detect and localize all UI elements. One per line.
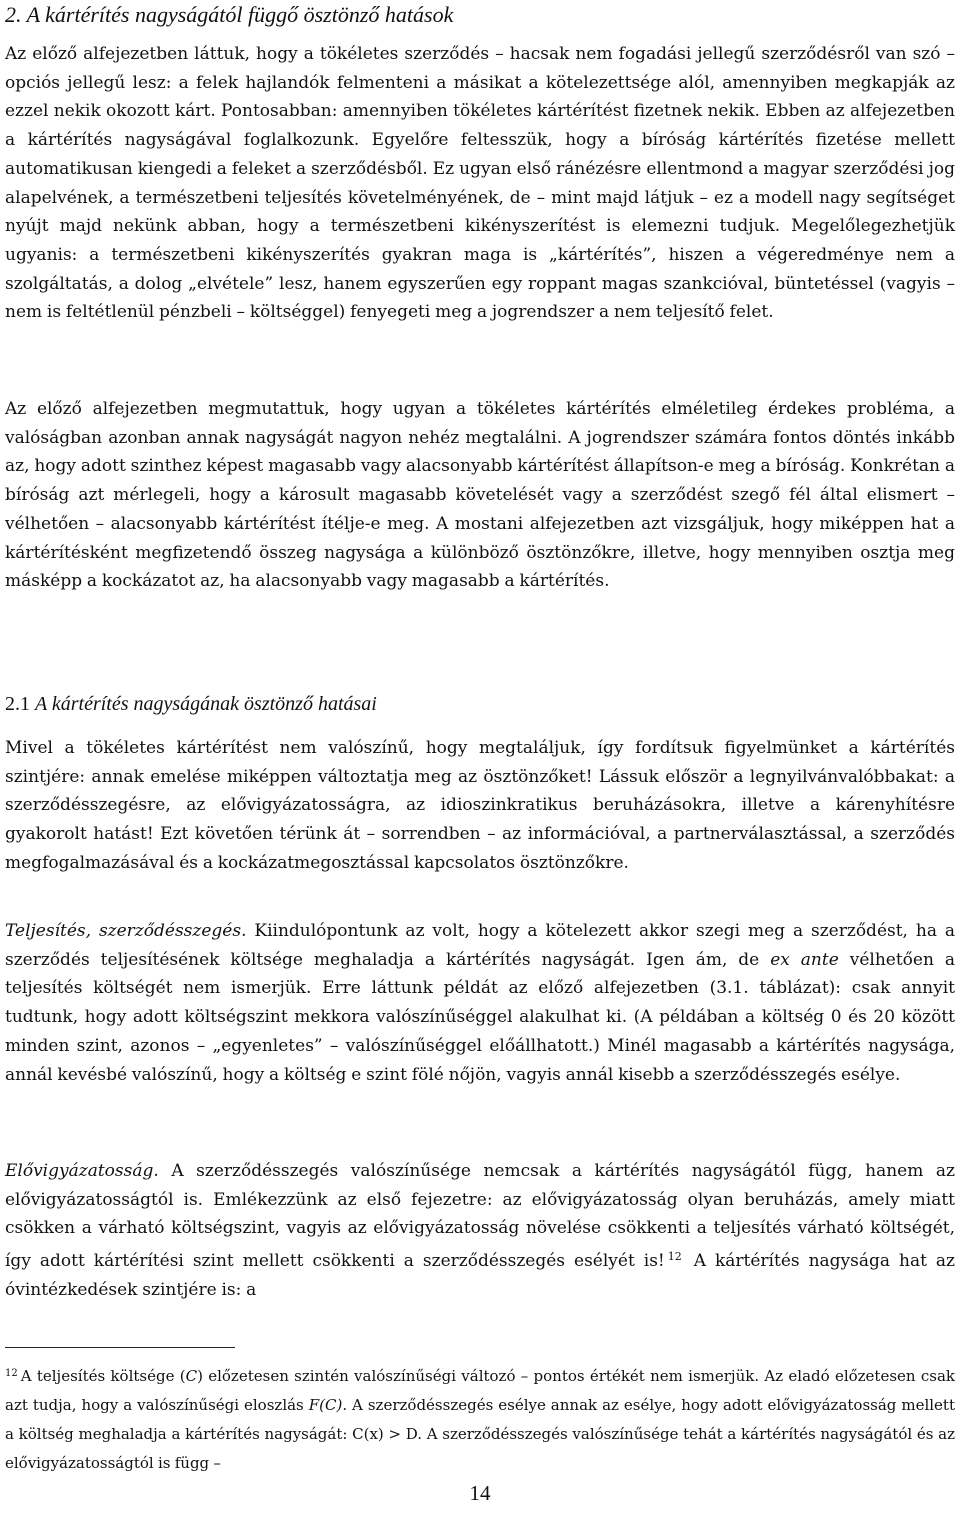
footnote-marker: 12 (5, 1368, 18, 1379)
paragraph-text: vélhetően a teljesítés költségét nem ismerjük. Erre láttunk példát az előző alfejezetben (3.1. táblázat): csak annyit tudtunk, hogy adott költségszint mekkora valószínűséggel alakulhat ki. (A példában a költség 0 és 20 között minden szint, azonos – „egyenletes” – valószínűséggel előállhatott.) Minél magasabb a kártérítés nagysága, annál kevésbé valószínű, hogy a költség e szint fölé nőjön, vagyis annál kisebb a szerződésszegés esélye. (5, 949, 955, 1085)
paragraph-incentives: Mivel a tökéletes kártérítést nem valószínű, hogy megtaláljuk, így fordítsuk figyelmünket a kártérítés szintjére: annak emelése miképpen változtatja meg az ösztönzőket! Lássuk először a legnyilvánvalóbbakat: a szerződésszegésre, az elővigyázatosságra, az idioszinkratikus beruházásokra, illetve a kárenyhítésre gyakorolt hatást! Ezt követően térünk át – sorrendben – az információval, a partnerválasztással, a szerződés megfogalmazásával és a kockázatmegosztással kapcsolatos ösztönzőkre. (5, 738, 955, 873)
math-expression-f: F(C). (308, 1396, 348, 1414)
latin-term: ex ante (770, 949, 839, 970)
paragraph-damages-size: Az előző alfejezetben megmutattuk, hogy ugyan a tökéletes kártérítés elméletileg érdekes probléma, a valóságban azonban annak nagyságát nagyon nehéz megtalálni. A jogrendszer számára fontos döntés inkább az, hogy adott szinthez képest magasabb vagy alacsonyabb kártérítést állapítson-e meg a bíróság. Konkrétan a bíróság azt mérlegeli, hogy a károsult magasabb követelését vagy a szerződést szegő fél által elismert – vélhetően – alacsonyabb kártérítést ítélje-e meg. A mostani alfejezetben azt vizsgáljuk, hogy miképpen hat a kártérítésként megfizetendő összeg nagysága a különböző ösztönzőkre, illetve, hogy mennyiben osztja meg másképp a kockázatot az, ha alacsonyabb vagy magasabb a kártérítés. (5, 399, 955, 592)
footnote-separator (5, 1347, 235, 1348)
paragraph-performance-breach (5, 917, 955, 1089)
paragraph-intro: Az előző alfejezetben láttuk, hogy a tökéletes szerződés – hacsak nem fogadási jellegű szerződésről van szó – opciós jellegű lesz: a felek hajlandók felmenteni a másikat a kötelezettsége alól, amennyiben megkapják az ezzel nekik okozott kárt. Pontosabban: amennyiben tökéletes kártérítést fizetnek nekik. Ebben az alfejezetben a kártérítés nagyságával foglalkozunk. Egyelőre feltesszük, hogy a bíróság kártérítés fizetése mellett automatikusan kiengedi a feleket a szerződésből. Ez ugyan első ránézésre ellentmond a magyar szerződési jog alapelvének, a természetbeni teljesítés követelményének, de – mint majd látjuk – ez a modell nagy segítséget nyújt majd nekünk abban, hogy a természetbeni kikényszerítést is elemezni tudjuk. Megelőlegezhetjük ugyanis: a természetbeni kikényszerítés gyakran maga is „kártérítés”, hiszen a végeredménye nem a szolgáltatás, a dolog „elvétele” lesz, hanem egyszerűen egy roppant magas szankcióval, büntetéssel (vagyis – nem is feltétlenül pénzbeli – költséggel) fenyegeti meg a jogrendszer a nem teljesítő felet. (5, 44, 955, 323)
section-heading: 2. A kártérítés nagyságától függő ösztönző hatások (5, 2, 454, 27)
subsection-title: A kártérítés nagyságának ösztönző hatásai (35, 693, 377, 715)
run-in-heading-performance: Teljesítés, szerződésszegés. (5, 921, 247, 941)
run-in-heading-precaution: Elővigyázatosság. (5, 1161, 159, 1181)
subsection-number: 2.1 (5, 693, 30, 715)
footnote-reference: 12 (667, 1250, 682, 1264)
paragraph-text: A kártérítés nagysága hat az óvintézkedések szintjére is: a (5, 1251, 955, 1300)
footnote-text: A teljesítés költsége ( (20, 1367, 186, 1385)
paragraph-text: A szerződésszegés valószínűsége nemcsak a kártérítés nagyságától függ, hanem az elővigyázatosságtól is. Emlékezzünk az első fejezetre: az elővigyázatosság olyan beruházás, amely miatt csökken a várható költségszint, vagyis az elővigyázatosság növelése csökkenti a teljesítés várható költségét, így adott kártérítési szint mellett csökkenti a szerződésszegés esélyét is! (5, 1161, 955, 1272)
footnote-text: A szerződésszegés esélye annak az esélye, hogy adott elővigyázatosság mellett a költség meghaladja a kártérítés nagyságát: C(x) > D. A szerződésszegés valószínűsége tehát a kártérítés nagyságától és az elővigyázatosságtól is függ – (5, 1396, 955, 1472)
paragraph-text: Kiindulópontunk az volt, hogy a kötelezett akkor szegi meg a szerződést, ha a szerződés teljesítésének költsége meghaladja a kártérítés nagyságát. Igen ám, de (5, 921, 956, 970)
paragraph-precaution (5, 1157, 955, 1305)
math-symbol-c: C (185, 1367, 198, 1385)
footnote-text: ) előzetesen szintén valószínűségi változó – pontos értékét nem ismerjük. Az eladó előzetesen csak azt tudja, hogy a valószínűségi eloszlás (5, 1367, 955, 1414)
subsection-heading (5, 691, 377, 717)
page-number: 14 (469, 1481, 491, 1505)
footnote (5, 1359, 955, 1478)
